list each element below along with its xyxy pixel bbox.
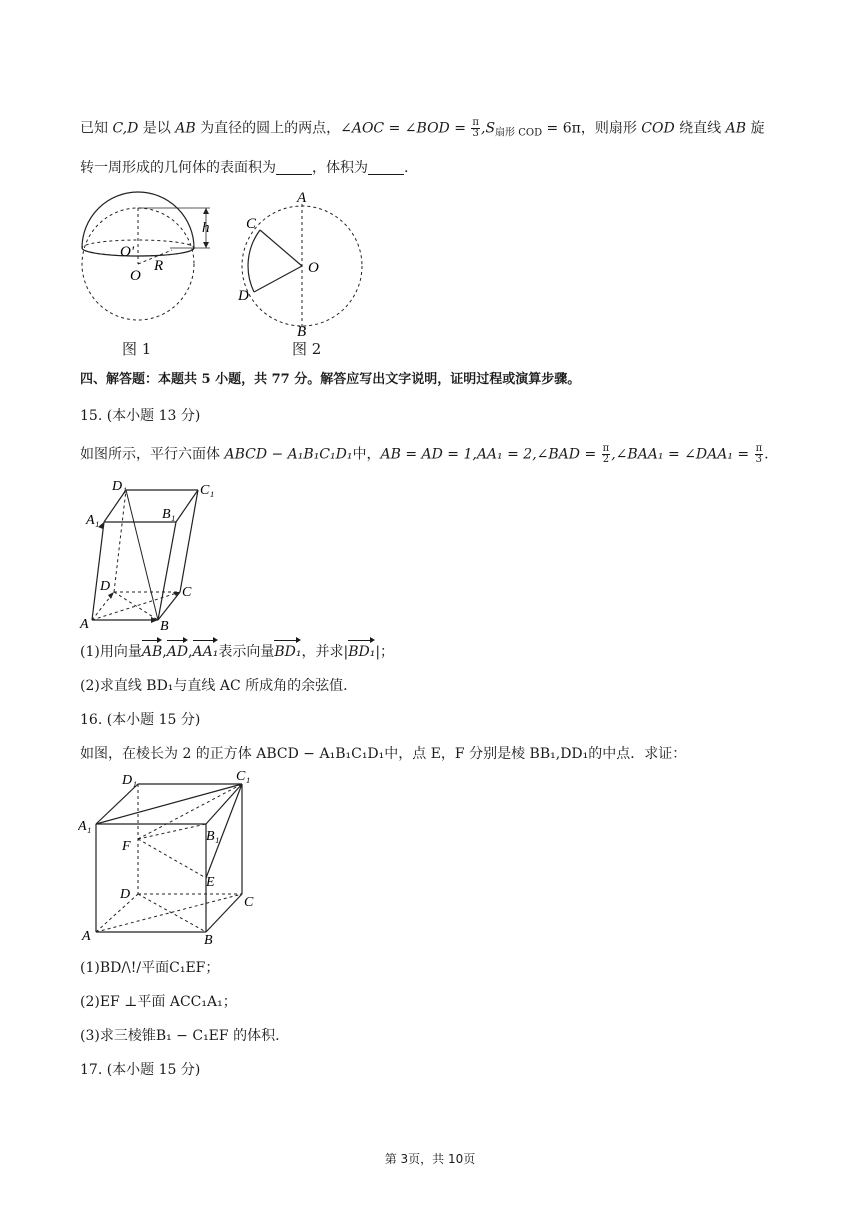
fig16-label-C: C xyxy=(244,895,254,910)
frac-den: 3 xyxy=(472,128,479,139)
figure-1-sphere xyxy=(82,192,210,320)
fig1-label-O1: O' xyxy=(120,244,135,260)
figure-1-2 xyxy=(70,186,370,362)
q15-math: ABCD − A₁B₁C₁D₁ xyxy=(224,446,353,463)
vector-AD: AD xyxy=(166,644,189,660)
q14-math: ,S xyxy=(481,120,496,137)
fig15-label-D: D xyxy=(100,579,111,594)
fig2-label-C: C xyxy=(246,216,257,232)
q15-intro: 如图所示，平行六面体 ABCD − A₁B₁C₁D₁中，AB = AD = 1,AA₁ = 2,∠BAD = $\frac{\pi}{2}$ ,∠BAA₁ = ∠DAA₁ = $\frac{\pi}{3}$ . xyxy=(80,443,769,465)
q16-part2: (2)EF ⊥平面 ACC₁A₁； xyxy=(80,994,237,1010)
fig2-caption: 图 2 xyxy=(292,340,322,358)
q15-math: ,∠BAA₁ = ∠DAA₁ = xyxy=(611,446,754,463)
q14-math: AB xyxy=(725,120,747,137)
fig16-label-A1: A₁ xyxy=(78,819,92,834)
fig1-caption: 图 1 xyxy=(122,340,152,358)
q14-math: C,D xyxy=(112,120,139,137)
vector-BD1-norm: BD₁ xyxy=(348,644,376,660)
figure-q15-parallelepiped xyxy=(76,474,226,634)
figure-2-sector xyxy=(237,190,362,340)
q14-text: 转一周形成的几何体的表面积为 xyxy=(80,160,276,176)
q14-text: 为直径的圆上的两点，∠ xyxy=(195,120,352,137)
fig2-label-D: D xyxy=(238,288,249,304)
fig1-label-O: O xyxy=(130,268,141,284)
fig16-label-B: B xyxy=(204,933,213,948)
fig1-label-h: h xyxy=(202,220,210,236)
fig1-label-R: R xyxy=(154,258,164,274)
q14-text: = ∠ xyxy=(384,120,417,137)
q15-part2: (2)求直线 BD₁与直线 AC 所成角的余弦值. xyxy=(80,678,348,694)
vector-AB: AB xyxy=(141,644,163,660)
frac-num: π xyxy=(602,443,610,454)
fig15-label-A: A xyxy=(80,617,89,632)
fig15-label-C: C xyxy=(182,585,192,600)
vector-AA1: AA₁ xyxy=(192,644,219,660)
q14-text: ，体积为 xyxy=(312,160,368,176)
q16-intro: 如图，在棱长为 2 的正方体 ABCD − A₁B₁C₁D₁中，点 E，F 分别是棱 BB₁,DD₁的中点．求证： xyxy=(80,746,687,762)
fig16-label-D1: D₁ xyxy=(122,773,137,788)
fraction-pi-3 xyxy=(755,444,764,465)
q15-text: (1)用向量 xyxy=(80,644,142,660)
fraction-pi-3 xyxy=(471,118,480,139)
q15-math: AB = AD = 1,AA₁ = 2,∠BAD = xyxy=(380,446,601,463)
q15-part1: (1)用向量AB,AD,AA₁表示向量BD₁，并求|BD₁|； xyxy=(80,644,395,660)
fig15-label-B1: B₁ xyxy=(162,507,176,522)
frac-den: 3 xyxy=(755,454,763,465)
vector-BD1: BD₁ xyxy=(274,644,302,660)
q14-math: BOD xyxy=(416,120,450,137)
q14-text: . xyxy=(404,160,409,176)
fig16-label-E: E xyxy=(206,875,215,890)
fig15-label-D1: D₁ xyxy=(112,479,127,494)
fig16-label-C1: C₁ xyxy=(236,770,251,784)
q15-text: 表示向量 xyxy=(218,644,275,660)
q14-math: AB xyxy=(175,120,196,137)
fig15-label-C1: C₁ xyxy=(200,483,215,498)
answer-blank-area xyxy=(276,160,312,175)
q14-sub: 扇形 COD xyxy=(495,127,543,139)
q14-text: 绕直线 xyxy=(674,120,726,137)
fig16-label-F: F xyxy=(122,839,131,854)
q15-header: 15. (本小题 13 分) xyxy=(80,408,201,424)
figure-q16-cube xyxy=(78,770,268,950)
q14-line1 xyxy=(80,118,764,144)
q14-text: = xyxy=(449,120,471,137)
q14-text: = 6π，则扇形 xyxy=(542,120,642,137)
fig16-label-B1: B₁ xyxy=(206,829,220,844)
q14-text: 已知 xyxy=(80,120,113,137)
fraction-pi-2 xyxy=(602,444,611,465)
page-footer: 第 3页，共 10页 xyxy=(384,1152,476,1166)
section-4-header: 四、解答题：本题共 5 小题，共 77 分。解答应写出文字说明，证明过程或演算步骤。 xyxy=(80,372,581,387)
q17-header: 17. (本小题 15 分) xyxy=(80,1062,201,1078)
q14-math: AOC xyxy=(351,120,385,137)
fig15-label-A1: A₁ xyxy=(86,513,100,528)
fig2-label-B: B xyxy=(297,324,307,340)
q15-text: 中， xyxy=(352,446,381,463)
frac-den: 2 xyxy=(602,454,610,465)
q15-text: ，并求 xyxy=(301,644,344,660)
q15-text: ； xyxy=(380,644,395,660)
fig16-label-A: A xyxy=(82,929,91,944)
q16-header: 16. (本小题 15 分) xyxy=(80,712,201,728)
q16-part3: (3)求三棱锥B₁ − C₁EF 的体积. xyxy=(80,1028,280,1044)
fig2-label-O: O xyxy=(308,260,319,276)
q14-line2 xyxy=(80,158,408,178)
fig15-label-B: B xyxy=(160,619,169,634)
q14-text: 旋 xyxy=(746,120,765,137)
fig16-label-D: D xyxy=(120,887,131,902)
q14-text: 是以 xyxy=(138,120,176,137)
frac-num: π xyxy=(472,117,479,128)
q15-text: 如图所示，平行六面体 xyxy=(80,446,225,463)
frac-num: π xyxy=(755,443,763,454)
answer-blank-volume xyxy=(368,160,404,175)
q16-part1: (1)BD/\!/平面C₁EF； xyxy=(80,960,220,976)
q14-math: COD xyxy=(641,120,675,137)
fig2-label-A: A xyxy=(297,190,307,206)
